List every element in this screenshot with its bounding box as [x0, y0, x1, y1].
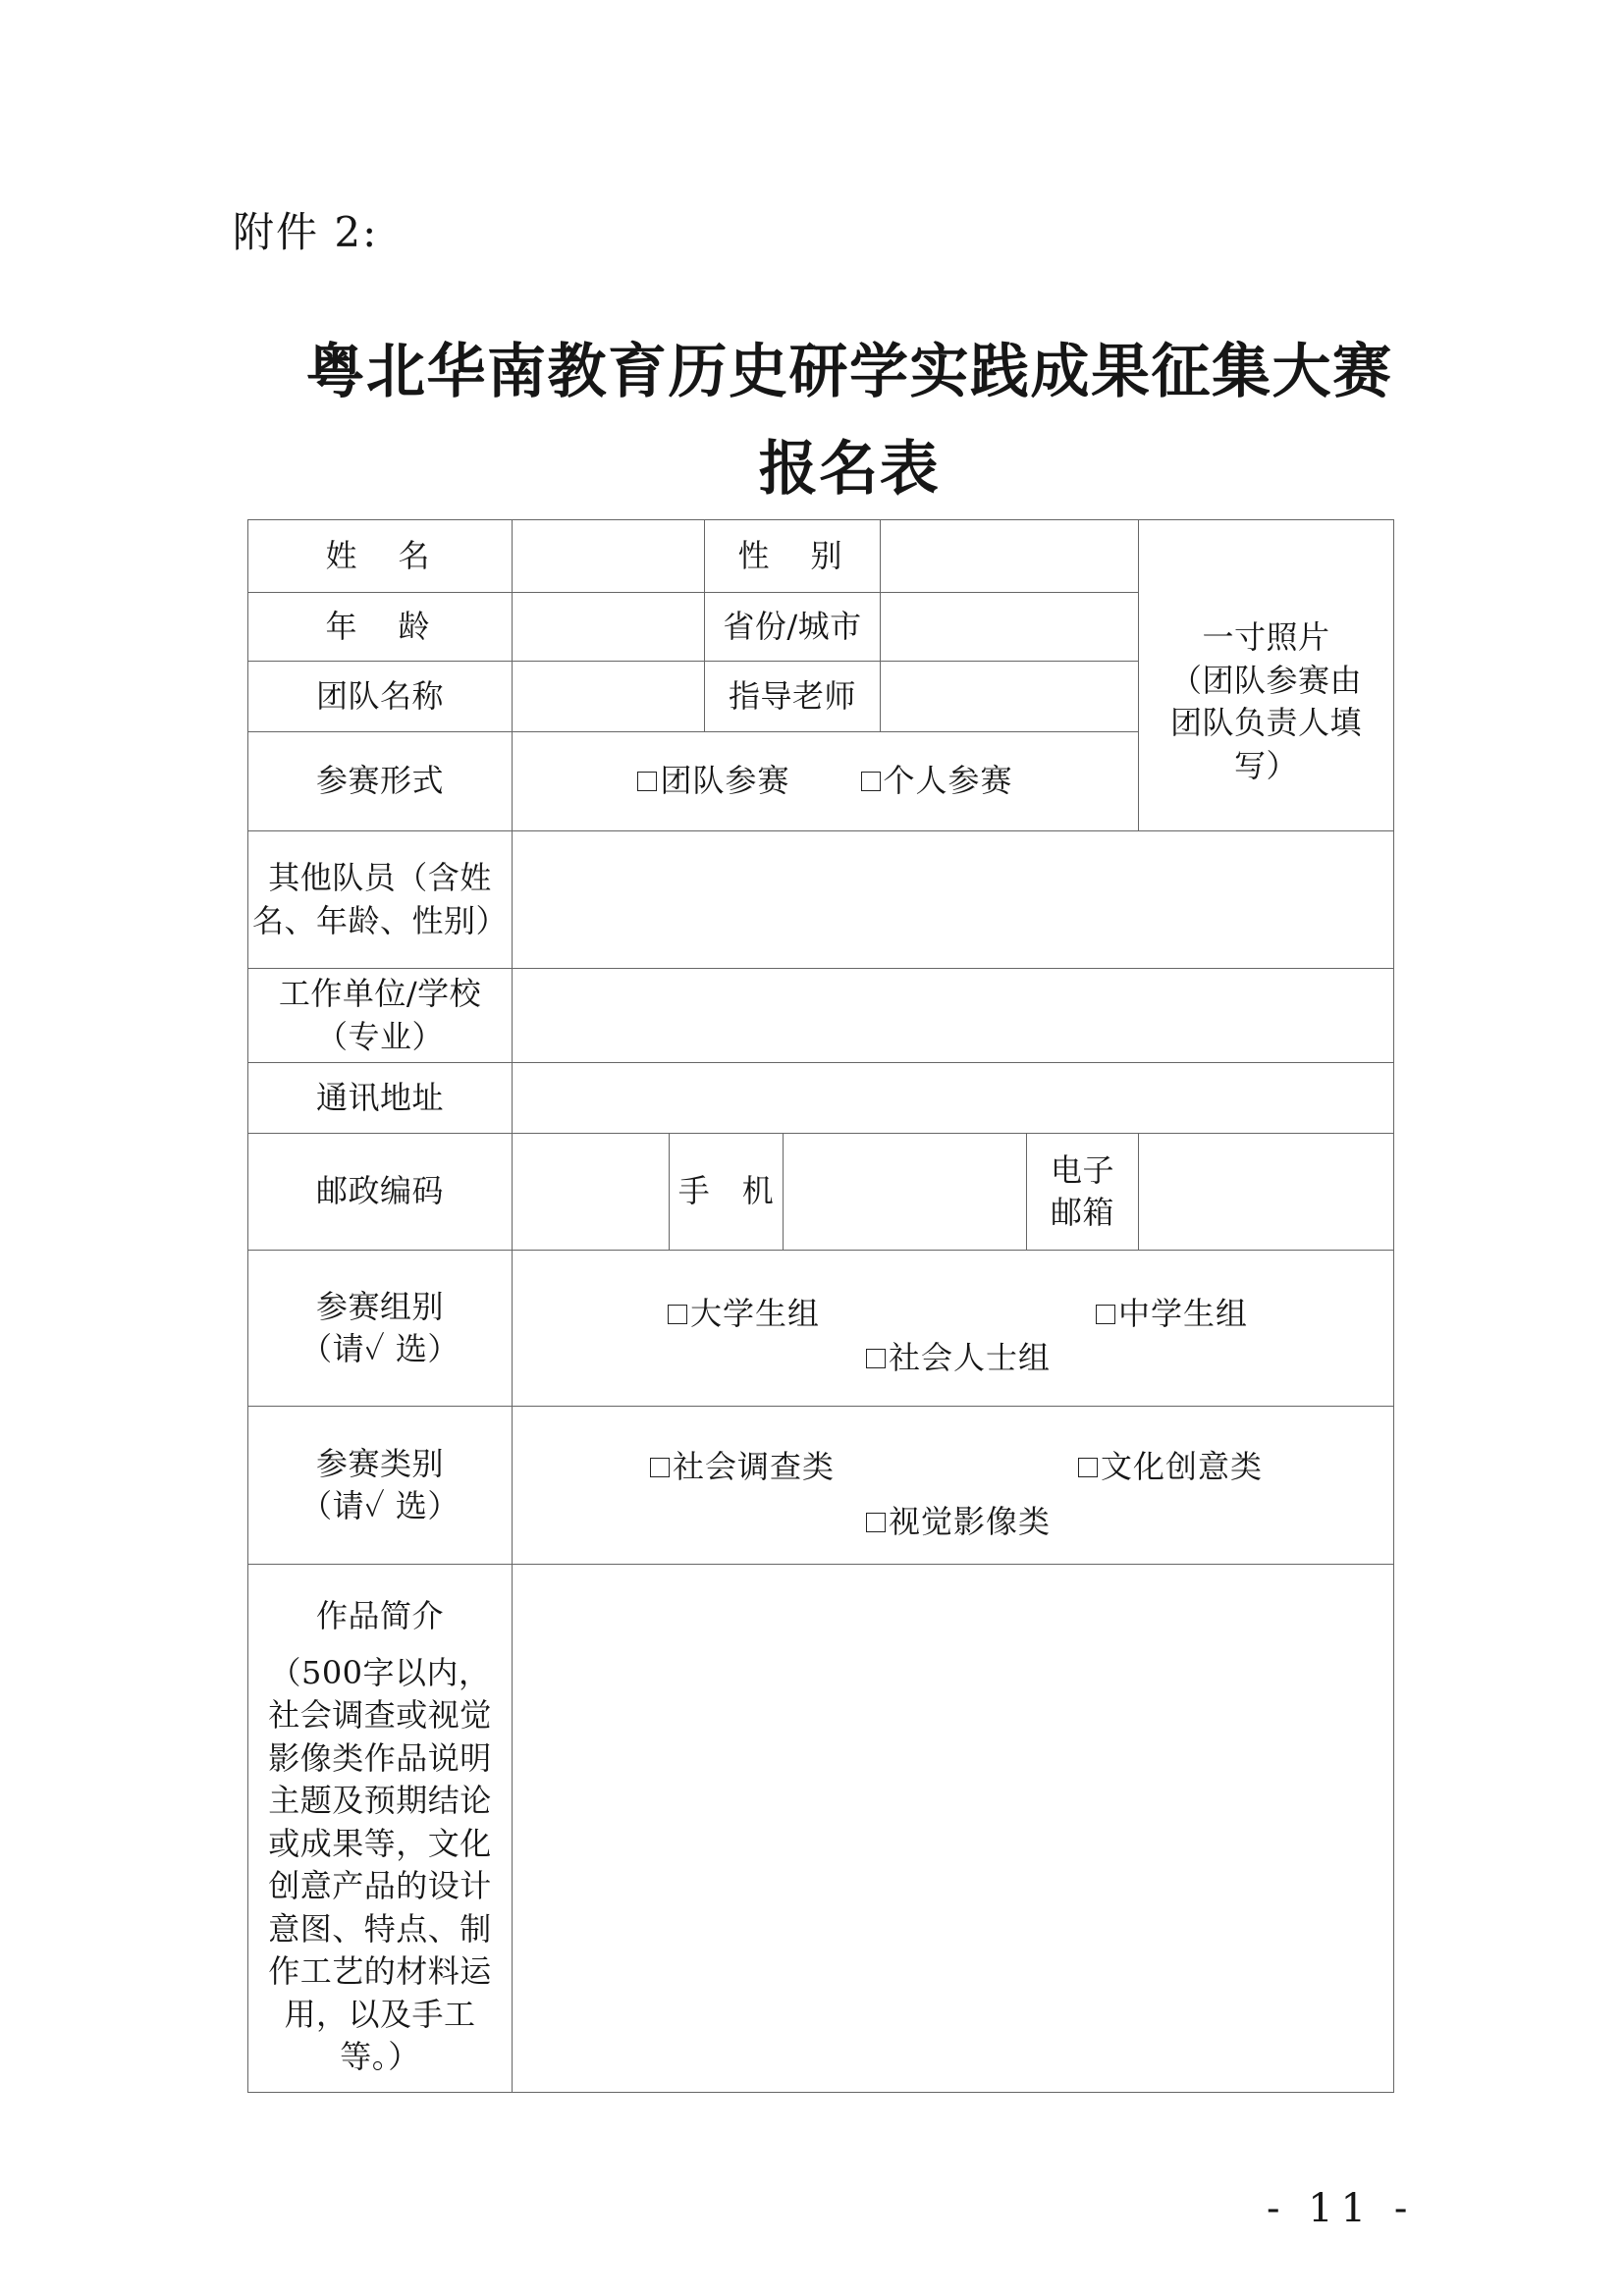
category-option-cultural-creative	[1078, 1446, 1263, 1489]
participation-value-cell	[513, 732, 1139, 831]
option-label: 中学生组	[1118, 1295, 1249, 1332]
intro-note-line: 社会调查或视觉	[268, 1696, 492, 1734]
category-value-cell	[513, 1407, 1394, 1565]
postcode-value-cell	[513, 1134, 670, 1251]
option-label: 社会调查类	[673, 1448, 836, 1485]
participation-option-individual	[861, 760, 1013, 803]
intro-note-line: 作工艺的材料运	[268, 1952, 492, 1990]
age-value-cell	[513, 593, 705, 662]
mobile-label-cell	[670, 1134, 784, 1251]
category-option-social-survey	[650, 1446, 835, 1489]
postcode-label: 邮政编码	[315, 1172, 444, 1210]
workplace-label-cell	[248, 969, 513, 1063]
province-city-value-cell	[881, 593, 1139, 662]
team-name-value-cell	[513, 662, 705, 732]
option-label: 大学生组	[690, 1295, 821, 1332]
registration-form-table	[247, 519, 1394, 2093]
group-option-middle-school	[1096, 1293, 1248, 1336]
team-name-label: 团队名称	[315, 676, 444, 715]
age-label: 年 龄	[325, 607, 435, 645]
intro-label-cell	[248, 1565, 513, 2093]
category-label-cell	[248, 1407, 513, 1565]
checkbox	[866, 1349, 886, 1368]
intro-note-line: （500字以内，	[269, 1653, 491, 1691]
checkbox	[1096, 1305, 1115, 1324]
workplace-value-cell	[513, 969, 1394, 1063]
option-label: 个人参赛	[883, 762, 1013, 800]
checkbox	[861, 772, 881, 791]
participation-options	[637, 760, 1012, 803]
participation-label-cell	[248, 732, 513, 831]
intro-note-line: 影像类作品说明	[268, 1738, 492, 1777]
gender-label-cell	[705, 520, 881, 593]
group-instruction: （请✓ 选）	[300, 1330, 460, 1367]
other-members-value-cell	[513, 831, 1394, 969]
checkbox	[637, 772, 657, 791]
intro-note-line: 主题及预期结论	[268, 1782, 492, 1819]
photo-note-line: （团队参赛由	[1169, 661, 1362, 699]
option-label: 视觉影像类	[889, 1503, 1052, 1540]
advisor-label: 指导老师	[728, 676, 856, 715]
option-label: 社会人士组	[889, 1339, 1052, 1376]
name-value-cell	[513, 520, 705, 593]
postcode-label-cell	[248, 1134, 513, 1251]
province-city-label: 省份/城市	[723, 607, 862, 645]
participation-option-team	[637, 760, 789, 803]
option-label: 团队参赛	[660, 762, 790, 800]
email-label-line: 邮箱	[1050, 1194, 1114, 1231]
intro-note-line: 或成果等，文化	[268, 1824, 492, 1862]
category-option-visual-media	[866, 1501, 1051, 1544]
form-title-line-1: 粤北华南教育历史研学实践成果征集大赛	[305, 338, 1393, 406]
participation-label: 参赛形式	[315, 762, 444, 800]
other-members-label-line: 名、年龄、性别）	[251, 901, 508, 939]
photo-note-line: 团队负责人填	[1169, 704, 1362, 741]
age-label-cell	[248, 593, 513, 662]
page-number: - 11 -	[1267, 2186, 1416, 2231]
checkbox	[668, 1305, 687, 1324]
other-members-label-cell	[248, 831, 513, 969]
name-label-cell	[248, 520, 513, 593]
photo-label: 一寸照片	[1202, 618, 1330, 656]
group-label-cell	[248, 1251, 513, 1407]
intro-value-cell	[513, 1565, 1394, 2093]
group-option-university	[668, 1293, 820, 1336]
name-label: 姓 名	[325, 536, 435, 574]
category-instruction: （请✓ 选）	[300, 1487, 460, 1524]
intro-note-line: 意图、特点、制	[268, 1909, 492, 1948]
group-value-cell	[513, 1251, 1394, 1407]
workplace-label-line: 工作单位/学校	[278, 975, 482, 1012]
team-name-label-cell	[248, 662, 513, 732]
checkbox	[1078, 1458, 1098, 1477]
intro-note-line: 等。）	[340, 2038, 420, 2075]
address-label: 通讯地址	[315, 1078, 444, 1116]
form-title-line-2: 报名表	[758, 435, 941, 504]
email-value-cell	[1139, 1134, 1394, 1251]
mobile-label: 手 机	[677, 1172, 775, 1210]
mobile-value-cell	[784, 1134, 1027, 1251]
photo-note-line: 写）	[1233, 746, 1298, 784]
intro-label: 作品简介	[315, 1597, 444, 1634]
province-city-label-cell	[705, 593, 881, 662]
category-label: 参赛类别	[315, 1444, 444, 1482]
checkbox	[866, 1513, 886, 1532]
advisor-value-cell	[881, 662, 1139, 732]
email-label-cell	[1027, 1134, 1139, 1251]
other-members-label-line: 其他队员（含姓	[268, 859, 492, 896]
advisor-label-cell	[705, 662, 881, 732]
email-label-line: 电子	[1050, 1150, 1114, 1189]
intro-note-line: 用，以及手工	[284, 1995, 476, 2033]
address-label-cell	[248, 1063, 513, 1134]
gender-value-cell	[881, 520, 1139, 593]
workplace-label-line: （专业）	[315, 1017, 444, 1055]
photo-cell	[1139, 520, 1394, 831]
group-option-public	[866, 1337, 1051, 1380]
checkbox	[650, 1458, 670, 1477]
option-label: 文化创意类	[1101, 1448, 1264, 1485]
attachment-label: 附件 2:	[233, 208, 379, 256]
address-value-cell	[513, 1063, 1394, 1134]
group-label: 参赛组别	[315, 1287, 444, 1325]
gender-label: 性 别	[737, 536, 847, 574]
intro-note-line: 创意产品的设计	[268, 1867, 492, 1904]
